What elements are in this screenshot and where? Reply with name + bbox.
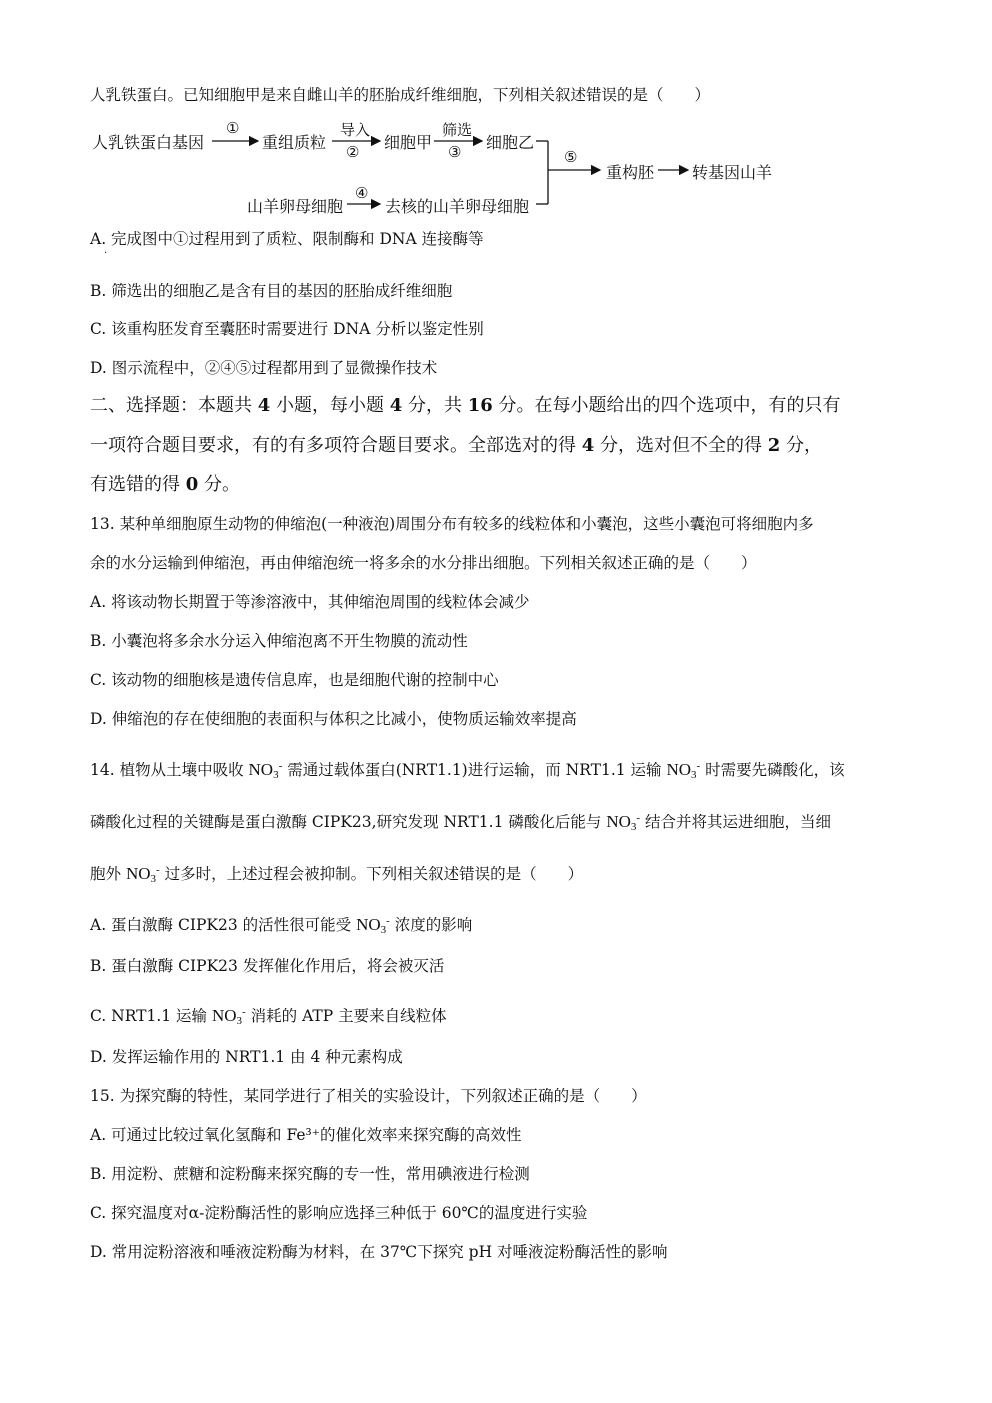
q14-text: 时需要先磷酸化，该 <box>705 761 845 779</box>
nitrate-ion <box>606 812 640 831</box>
gene-label: 人乳铁蛋白基因 <box>92 133 205 152</box>
ion-sub: 3 <box>150 873 157 885</box>
enucleated-oocyte-label: 去核的山羊卵母细胞 <box>385 197 530 216</box>
q14-text: 浓度的影响 <box>394 916 473 934</box>
ion-sub: 3 <box>380 924 387 936</box>
section2-number: 4 <box>581 435 595 456</box>
plasmid-label: 重组质粒 <box>262 133 327 152</box>
step-3-label: ③ <box>448 143 462 161</box>
q13-option-b: B. 小囊泡将多余水分运入伸缩泡离不开生物膜的流动性 <box>90 632 468 650</box>
ion-sub: 3 <box>691 769 697 781</box>
flow-diagram <box>92 118 792 218</box>
intro-line: 人乳铁蛋白。已知细胞甲是来自雌山羊的胚胎成纤维细胞，下列相关叙述错误的是（ ） <box>90 86 711 104</box>
ion-sub: 3 <box>273 769 279 781</box>
section2-number: 16 <box>467 395 493 416</box>
nitrate-ion <box>126 864 160 883</box>
nitrate-ion <box>666 760 700 779</box>
section2-line-1 <box>90 395 841 417</box>
ion-sup: - <box>386 915 390 927</box>
ion-base: NO <box>666 760 692 779</box>
transgenic-goat-label: 转基因山羊 <box>692 163 773 182</box>
step-1-label: ① <box>226 119 240 137</box>
q13-option-d: D. 伸缩泡的存在使细胞的表面积与体积之比减小，使物质运输效率提高 <box>90 710 577 728</box>
nitrate-ion <box>356 915 390 934</box>
step-4-label: ④ <box>355 184 369 202</box>
section2-text: 分。 <box>204 474 240 495</box>
ion-sup: - <box>156 864 160 876</box>
ion-base: NO <box>356 915 381 934</box>
oocyte-label: 山羊卵母细胞 <box>247 197 344 216</box>
section2-number: 4 <box>257 395 271 416</box>
q14-option-d: D. 发挥运输作用的 NRT1.1 由 4 种元素构成 <box>90 1048 403 1066</box>
ion-base: NO <box>606 812 631 831</box>
ion-sub: 3 <box>630 821 637 833</box>
q12-option-c: C. 该重构胚发育至囊胚时需要进行 DNA 分析以鉴定性别 <box>90 320 484 338</box>
ion-sup: - <box>636 812 641 824</box>
ion-base: NO <box>211 1006 237 1025</box>
q12-option-a: A. 完成图中①过程用到了质粒、限制酶和 DNA 连接酶等 <box>90 230 484 248</box>
q15-stem: 15. 为探究酶的特性，某同学进行了相关的实验设计，下列叙述正确的是（ ） <box>90 1087 647 1105</box>
emphasis-dot: · <box>104 248 108 259</box>
q15-option-c: C. 探究温度对α-淀粉酶活性的影响应选择三种低于 60℃的温度进行实验 <box>90 1204 588 1222</box>
section2-number: 2 <box>767 435 781 456</box>
q14-text: A. 蛋白激酶 CIPK23 的活性很可能受 <box>90 916 352 934</box>
q12-option-d: D. 图示流程中，②④⑤过程都用到了显微操作技术 <box>90 359 438 377</box>
cell-a-label: 细胞甲 <box>384 133 433 152</box>
q14-stem-2 <box>90 807 831 838</box>
ion-sup: - <box>278 760 283 772</box>
q13-stem-2: 余的水分运输到伸缩泡，再由伸缩泡统一将多余的水分排出细胞。下列相关叙述正确的是（ ） <box>90 554 757 572</box>
q14-text: 消耗的 ATP 主要来自线粒体 <box>250 1007 447 1025</box>
ion-sup: - <box>242 1006 246 1018</box>
step-3-top-label: 筛选 <box>442 121 473 139</box>
embryo-label: 重构胚 <box>606 163 655 182</box>
ion-sub: 3 <box>236 1015 243 1027</box>
section2-text: 分， <box>786 435 822 456</box>
section2-number: 0 <box>185 474 199 495</box>
q14-text: C. NRT1.1 运输 <box>90 1007 208 1025</box>
section2-line-3 <box>90 474 240 496</box>
cell-b-label: 细胞乙 <box>486 133 535 152</box>
q13-option-c: C. 该动物的细胞核是遗传信息库，也是细胞代谢的控制中心 <box>90 671 499 689</box>
q15-option-b: B. 用淀粉、蔗糖和淀粉酶来探究酶的专一性，常用碘液进行检测 <box>90 1165 530 1183</box>
q15-option-d: D. 常用淀粉溶液和唾液淀粉酶为材料，在 37℃下探究 pH 对唾液淀粉酶活性的影响 <box>90 1243 668 1261</box>
step-2-label: ② <box>346 143 360 161</box>
section2-text: 二、选择题：本题共 <box>90 395 252 416</box>
q12-option-b: B. 筛选出的细胞乙是含有目的基因的胚胎成纤维细胞 <box>90 282 453 300</box>
q13-stem-1: 13. 某种单细胞原生动物的伸缩泡(一种液泡)周围分布有较多的线粒体和小囊泡，这些小囊泡可将细胞内多 <box>90 515 814 533</box>
q14-text: 过多时，上述过程会被抑制。下列相关叙述错误的是（ ） <box>164 865 584 883</box>
q14-stem-3 <box>90 859 583 890</box>
section2-text: 分，选对但不全的得 <box>600 435 762 456</box>
section2-text: 有选错的得 <box>90 474 180 495</box>
q14-stem-1 <box>90 755 845 786</box>
nitrate-ion <box>249 760 283 779</box>
nitrate-ion <box>212 1006 246 1025</box>
q14-option-c <box>90 1001 447 1032</box>
ion-base: NO <box>248 760 274 779</box>
step-5-label: ⑤ <box>564 148 578 166</box>
section2-text: 分，共 <box>408 395 462 416</box>
q14-text: 14. 植物从土壤中吸收 <box>90 761 244 779</box>
ion-sup: - <box>696 760 701 772</box>
q14-text: 结合并将其运进细胞，当细 <box>644 813 831 831</box>
section2-line-2 <box>90 435 822 457</box>
q15-option-a: A. 可通过比较过氧化氢酶和 Fe³⁺的催化效率来探究酶的高效性 <box>90 1126 522 1144</box>
section2-text: 分。在每小题给出的四个选项中，有的只有 <box>498 395 841 416</box>
step-2-top-label: 导入 <box>340 121 371 139</box>
q14-text: 磷酸化过程的关键酶是蛋白激酶 CIPK23,研究发现 NRT1.1 磷酸化后能与 <box>90 813 602 831</box>
q14-text: 需通过载体蛋白(NRT1.1)进行运输，而 NRT1.1 运输 <box>287 761 662 779</box>
section2-text: 一项符合题目要求，有的有多项符合题目要求。全部选对的得 <box>90 435 576 456</box>
q14-text: 胞外 <box>90 865 122 883</box>
q14-option-b: B. 蛋白激酶 CIPK23 发挥催化作用后，将会被灭活 <box>90 957 445 975</box>
q14-option-a <box>90 910 472 941</box>
q13-option-a: A. 将该动物长期置于等渗溶液中，其伸缩泡周围的线粒体会减少 <box>90 593 530 611</box>
ion-base: NO <box>125 864 151 883</box>
section2-number: 4 <box>389 395 403 416</box>
section2-text: 小题，每小题 <box>276 395 384 416</box>
